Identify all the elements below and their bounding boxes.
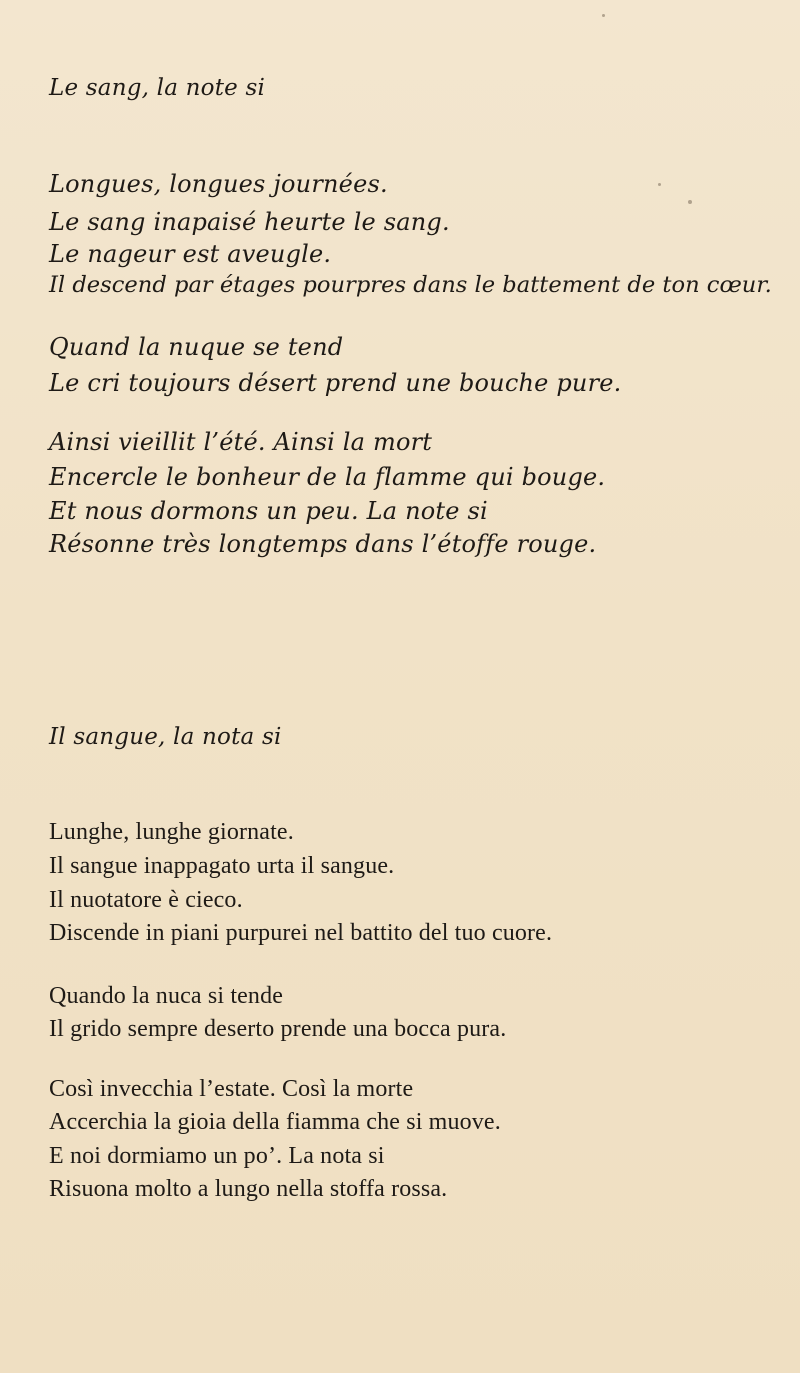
french-verse-line: Résonne très longtemps dans l’étoffe rouge. xyxy=(49,530,597,558)
french-verse-line: Quand la nuque se tend xyxy=(49,333,344,361)
italian-verse-line: Risuona molto a lungo nella stoffa rossa. xyxy=(49,1176,448,1202)
italian-verse-line: Lunghe, lunghe giornate. xyxy=(49,819,294,845)
french-verse-line: Le nageur est aveugle. xyxy=(49,240,332,268)
french-verse-line: Encercle le bonheur de la flamme qui bouge. xyxy=(49,463,606,491)
french-verse-line: Le cri toujours désert prend une bouche pure. xyxy=(49,369,622,397)
italian-verse-line: E noi dormiamo un po’. La nota si xyxy=(49,1143,385,1169)
italian-verse-line: Discende in piani purpurei nel battito del tuo cuore. xyxy=(49,920,553,946)
paper-speck xyxy=(658,183,661,186)
french-verse-line: Longues, longues journées. xyxy=(49,170,388,198)
italian-verse-line: Il sangue inappagato urta il sangue. xyxy=(49,853,395,879)
french-verse-line: Le sang inapaisé heurte le sang. xyxy=(49,208,450,236)
paper-speck xyxy=(602,14,605,17)
italian-verse-line: Quando la nuca si tende xyxy=(49,983,284,1009)
paper-speck xyxy=(688,200,692,204)
italian-verse-line: Accerchia la gioia della fiamma che si muove. xyxy=(49,1109,501,1135)
italian-verse-line: Così invecchia l’estate. Così la morte xyxy=(49,1076,414,1102)
french-verse-line: Il descend par étages pourpres dans le battement de ton cœur. xyxy=(49,272,772,298)
french-verse-line: Ainsi vieillit l’été. Ainsi la mort xyxy=(49,428,433,456)
italian-verse-line: Il grido sempre deserto prende una bocca pura. xyxy=(49,1016,507,1042)
italian-verse-line: Il nuotatore è cieco. xyxy=(49,887,243,913)
french-poem-title: Le sang, la note si xyxy=(49,75,266,101)
french-verse-line: Et nous dormons un peu. La note si xyxy=(49,497,488,525)
italian-poem-title: Il sangue, la nota si xyxy=(49,724,282,750)
